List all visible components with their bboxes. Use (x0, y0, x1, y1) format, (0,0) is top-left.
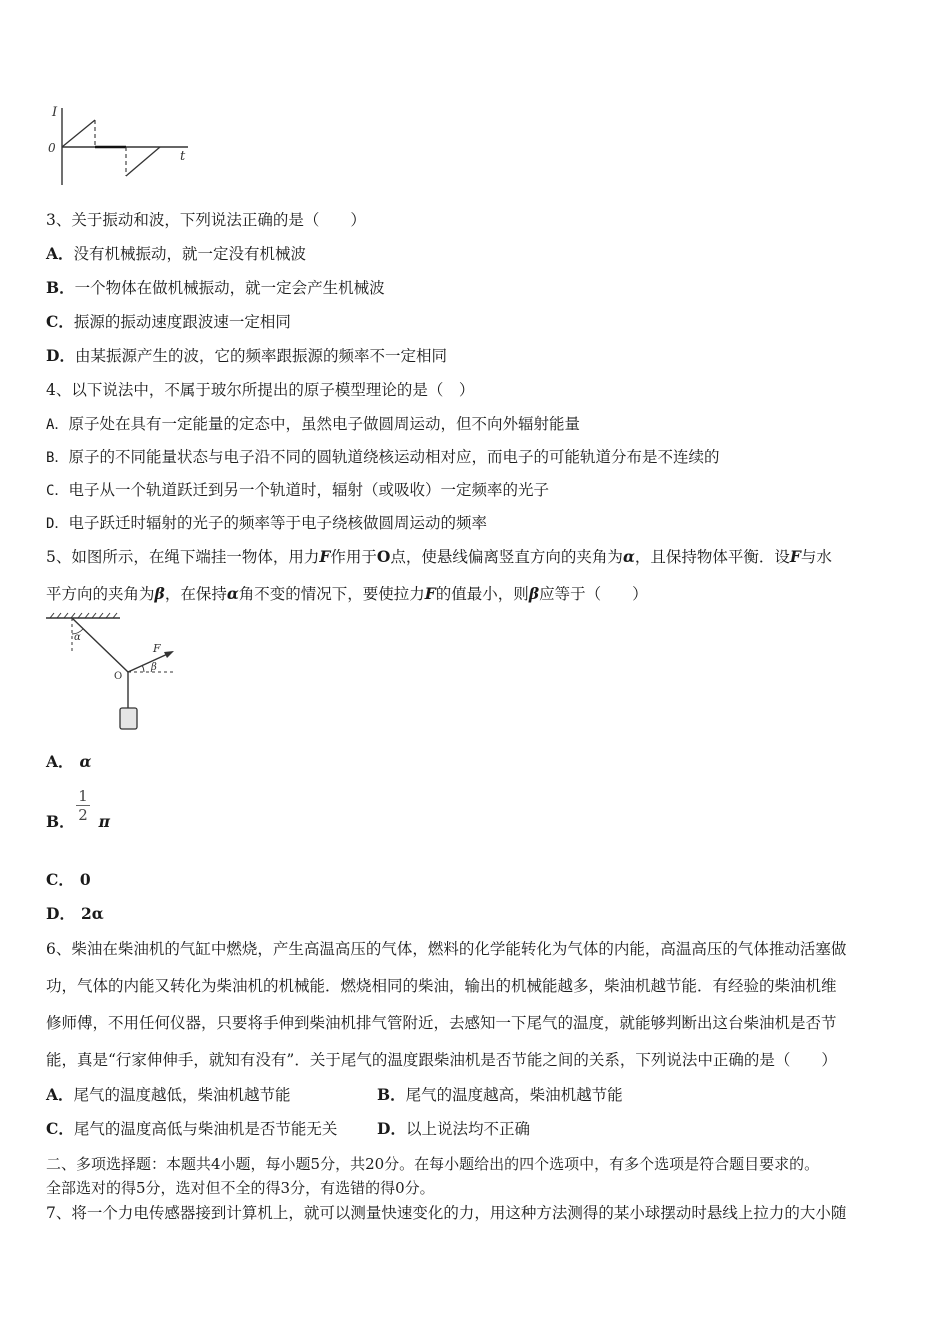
option-label: A． (46, 1085, 74, 1104)
option-text: 振源的振动速度跟波速一定相同 (73, 313, 291, 331)
q3-option-d[interactable] (46, 346, 447, 366)
text: ，且保持物体平衡．设 (634, 548, 790, 566)
option-label: C． (46, 1119, 74, 1138)
hanging-block (120, 708, 137, 729)
pendulum-force-diagram (40, 612, 190, 737)
option-label: B． (377, 1085, 406, 1104)
beta-label: β (151, 662, 157, 673)
var-beta: β (528, 584, 540, 603)
text: 点，使悬线偏离竖直方向的夹角为 (390, 548, 623, 566)
option-text: 电子从一个轨道跃迁到另一个轨道时，辐射（或吸收）一定频率的光子 (68, 481, 549, 499)
option-label: B． (46, 812, 75, 831)
q3-option-c[interactable] (46, 312, 291, 332)
beta-arc (142, 665, 144, 672)
current-time-graph (40, 100, 200, 190)
option-label: C． (46, 312, 74, 331)
option-label: A． (46, 752, 74, 771)
option-text: 原子处在具有一定能量的定态中，虽然电子做圆周运动，但不向外辐射能量 (68, 415, 580, 433)
option-text: 电子跃迁时辐射的光子的频率等于电子绕核做圆周运动的频率 (68, 514, 487, 532)
q3-stem: 3、关于振动和波，下列说法正确的是（ ） (46, 211, 366, 229)
option-text: 尾气的温度高低与柴油机是否节能无关 (73, 1120, 338, 1138)
q4-stem: 4、以下说法中，不属于玻尔所提出的原子模型理论的是（ ） (46, 381, 475, 399)
q6-stem-line4: 能，真是“行家伸伸手，就知有没有”．关于尾气的温度跟柴油机是否节能之间的关系，下列说法中正确的是（ ） (46, 1051, 837, 1069)
q4-option-b[interactable] (46, 447, 719, 468)
var-alpha: α (622, 547, 635, 566)
q6-options-row2 (46, 1119, 906, 1139)
text: ，在保持 (164, 585, 227, 603)
option-text: 由某振源产生的波，它的频率跟振源的频率不一定相同 (74, 347, 447, 365)
option-label: A． (46, 244, 74, 263)
q5-option-d[interactable] (46, 904, 104, 924)
text: 平方向的夹角为 (46, 585, 155, 603)
text: 的值最小，则 (435, 585, 529, 603)
option-text: 2α (80, 904, 104, 923)
q4-option-a[interactable] (46, 414, 580, 435)
text: 应等于（ ） (539, 585, 648, 603)
section2-instructions-line2: 全部选对的得5分，选对但不全的得3分，有选错的得0分。 (46, 1179, 435, 1197)
q6-stem-line2: 功，气体的内能又转化为柴油机的机械能．燃烧相同的柴油，输出的机械能越多，柴油机越节能．有经验的柴油机维 (46, 977, 837, 995)
option-text: 尾气的温度越高，柴油机越节能 (405, 1086, 623, 1104)
force-F-arrow (128, 652, 172, 672)
q3-option-a[interactable] (46, 244, 306, 264)
option-text: 原子的不同能量状态与电子沿不同的圆轨道绕核运动相对应，而电子的可能轨道分布是不连续的 (68, 448, 720, 466)
O-label: O (114, 671, 123, 682)
q4-option-c[interactable] (46, 480, 549, 501)
option-text: α (79, 752, 92, 771)
var-beta: β (154, 584, 165, 603)
q6-option-d[interactable] (377, 1119, 530, 1139)
option-label: B． (46, 450, 69, 466)
fraction-one-half (74, 787, 92, 824)
option-text: 0 (79, 870, 91, 889)
graph-curve-rising (62, 120, 95, 147)
option-text: 以上说法均不正确 (405, 1120, 530, 1138)
option-text: 一个物体在做机械振动，就一定会产生机械波 (74, 279, 385, 297)
text: 角不变的情况下，要使拉力 (238, 585, 425, 603)
option-label: D． (46, 346, 75, 365)
text: 5、如图所示，在绳下端挂一物体，用力 (46, 548, 320, 566)
q6-option-b[interactable] (377, 1085, 623, 1105)
rope-upper (72, 618, 128, 672)
x-axis-label: t (180, 149, 186, 164)
fraction-numerator: 1 (78, 787, 88, 805)
q5-stem-line1 (46, 547, 832, 567)
option-label: D． (377, 1119, 406, 1138)
q6-option-a[interactable] (46, 1086, 291, 1104)
q5-option-c[interactable] (46, 870, 91, 890)
q3-option-b[interactable] (46, 278, 385, 298)
F-label: F (153, 642, 161, 655)
option-label: A． (46, 417, 69, 433)
var-O: O (376, 547, 391, 566)
q6-stem-line3: 修师傅，不用任何仪器，只要将手伸到柴油机排气管附近，去感知一下尾气的温度，就能够判断出这台柴油机是否节 (46, 1014, 837, 1032)
var-alpha: α (226, 584, 239, 603)
graph-curve-falling (126, 147, 160, 176)
option-label: B． (46, 278, 75, 297)
origin-label: 0 (48, 141, 56, 155)
fraction-denominator: 2 (78, 806, 88, 824)
q5-stem-line2 (46, 584, 648, 604)
arrow-head (164, 651, 174, 658)
var-F: F (319, 547, 331, 566)
q7-stem-line1: 7、将一个力电传感器接到计算机上，就可以测量快速变化的力，用这种方法测得的某小球摆动时悬线上拉力的大小随 (46, 1204, 847, 1222)
alpha-label: α (74, 632, 81, 643)
option-text: 尾气的温度越低，柴油机越节能 (73, 1086, 291, 1104)
text: 作用于 (330, 548, 377, 566)
q6-options-row1 (46, 1085, 906, 1105)
option-label: C． (46, 870, 74, 889)
option-text: π (98, 812, 110, 831)
var-F: F (789, 547, 801, 566)
q6-stem-line1: 6、柴油在柴油机的气缸中燃烧，产生高温高压的气体，燃料的化学能转化为气体的内能，高温高压的气体推动活塞做 (46, 940, 847, 958)
var-F: F (424, 584, 436, 603)
q6-option-c[interactable] (46, 1120, 337, 1138)
text: 与水 (800, 548, 832, 566)
y-axis-label: I (52, 105, 58, 120)
q5-option-a[interactable] (46, 752, 91, 772)
option-label: D． (46, 904, 75, 923)
option-text: 没有机械振动，就一定没有机械波 (73, 245, 307, 263)
section2-instructions-line1: 二、多项选择题：本题共4小题，每小题5分，共20分。在每小题给出的四个选项中，有多个选项是符合题目要求的。 (46, 1155, 820, 1173)
option-label: C． (46, 483, 69, 499)
option-label: D． (46, 516, 69, 532)
q4-option-d[interactable] (46, 513, 487, 534)
